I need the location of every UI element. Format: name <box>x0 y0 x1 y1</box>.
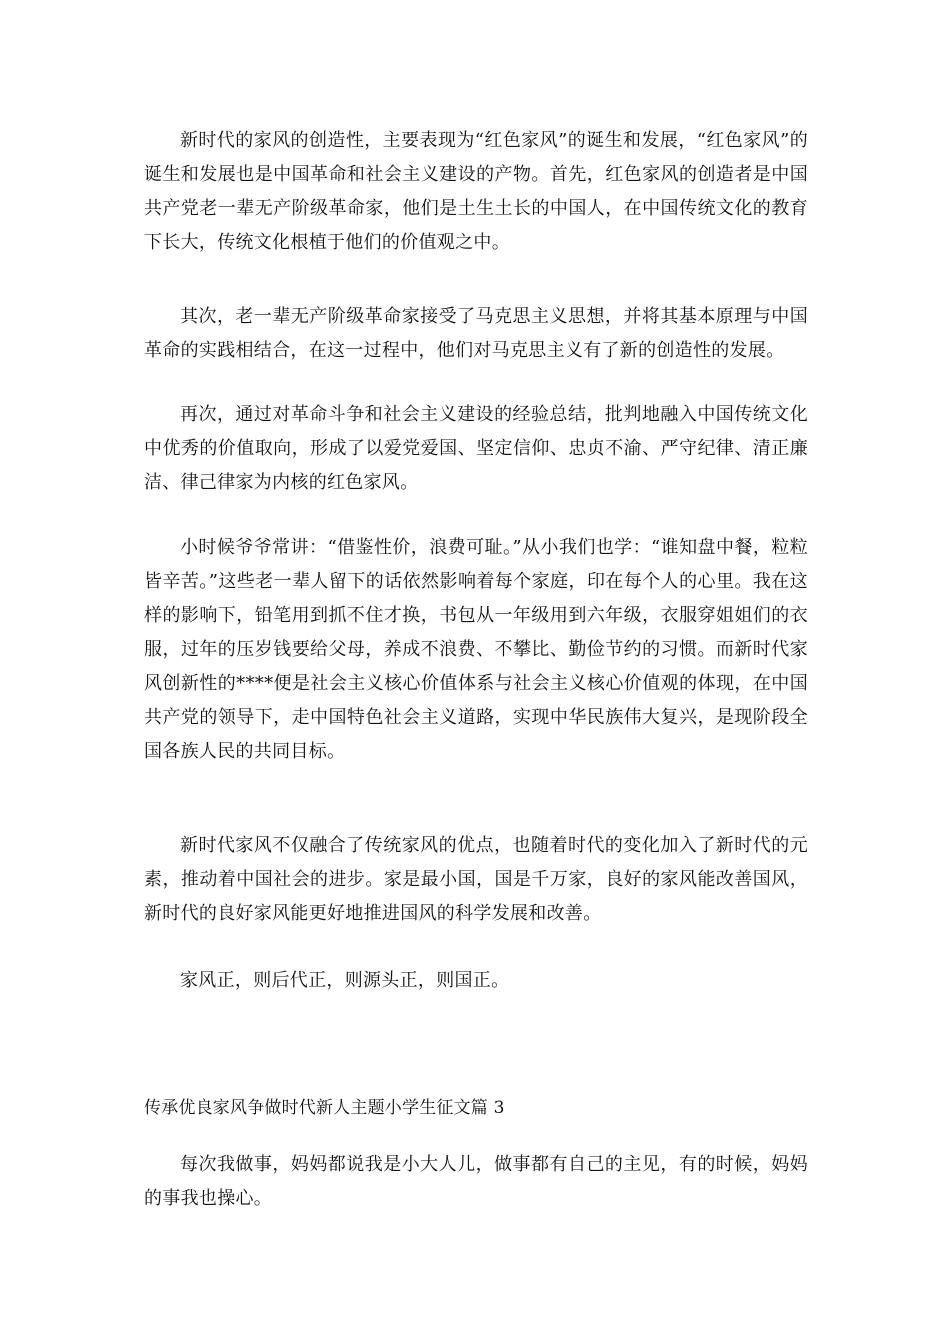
paragraph-red-family-style-origin: 新时代的家风的创造性，主要表现为“红色家风”的诞生和发展，“红色家风”的诞生和发展也是中国革命和社会主义建设的产物。首先，红色家风的创造者是中国共产党老一辈无产阶级革命家，他们是土生土长的中国人，在中国传统文化的教育下长大，传统文化根植于他们的价值观之中。 <box>144 130 808 253</box>
family-style-motto: 家风正，则后代正，则源头正，则国正。 <box>180 970 510 991</box>
paragraph-mother-little-adult: 每次我做事，妈妈都说我是小大人儿，做事都有自己的主见，有的时候，妈妈的事我也操心。 <box>144 1154 808 1209</box>
paragraph-grandfather-teaching: 小时候爷爷常讲：“借鉴性价，浪费可耻。”从小我们也学：“谁知盘中餐，粒粒皆辛苦。”这些老一辈人留下的话依然影响着每个家庭，印在每个人的心里。我在这样的影响下，铅笔用到抓不住才换，书包从一年级用到六年级，衣服穿姐姐们的衣服，过年的压岁钱要给父母，养成不浪费、不攀比、勤俭节约的习惯。而新时代家风创新性的****便是社会主义核心价值体系与社会主义核心价值观的体现，在中国共产党的领导下，走中国特色社会主义道路，实现中华民族伟大复兴，是现阶段全国各族人民的共同目标。 <box>144 537 808 762</box>
paragraph-marxism-development: 其次，老一辈无产阶级革命家接受了马克思主义思想，并将其基本原理与中国革命的实践相结合，在这一过程中，他们对马克思主义有了新的创造性的发展。 <box>144 306 808 361</box>
paragraph-new-era-family-style: 新时代家风不仅融合了传统家风的优点，也随着时代的变化加入了新时代的元素，推动着中国社会的进步。家是最小国，国是千万家，良好的家风能改善国风，新时代的良好家风能更好地推进国风的科学发展和改善。 <box>144 835 808 924</box>
section-heading: 传承优良家风争做时代新人主题小学生征文篇 3 <box>144 1098 505 1118</box>
paragraph-red-family-style-core: 再次，通过对革命斗争和社会主义建设的经验总结，批判地融入中国传统文化中优秀的价值取向，形成了以爱党爱国、坚定信仰、忠贞不渝、严守纪律、清正廉洁、律己律家为内核的红色家风。 <box>144 404 808 493</box>
